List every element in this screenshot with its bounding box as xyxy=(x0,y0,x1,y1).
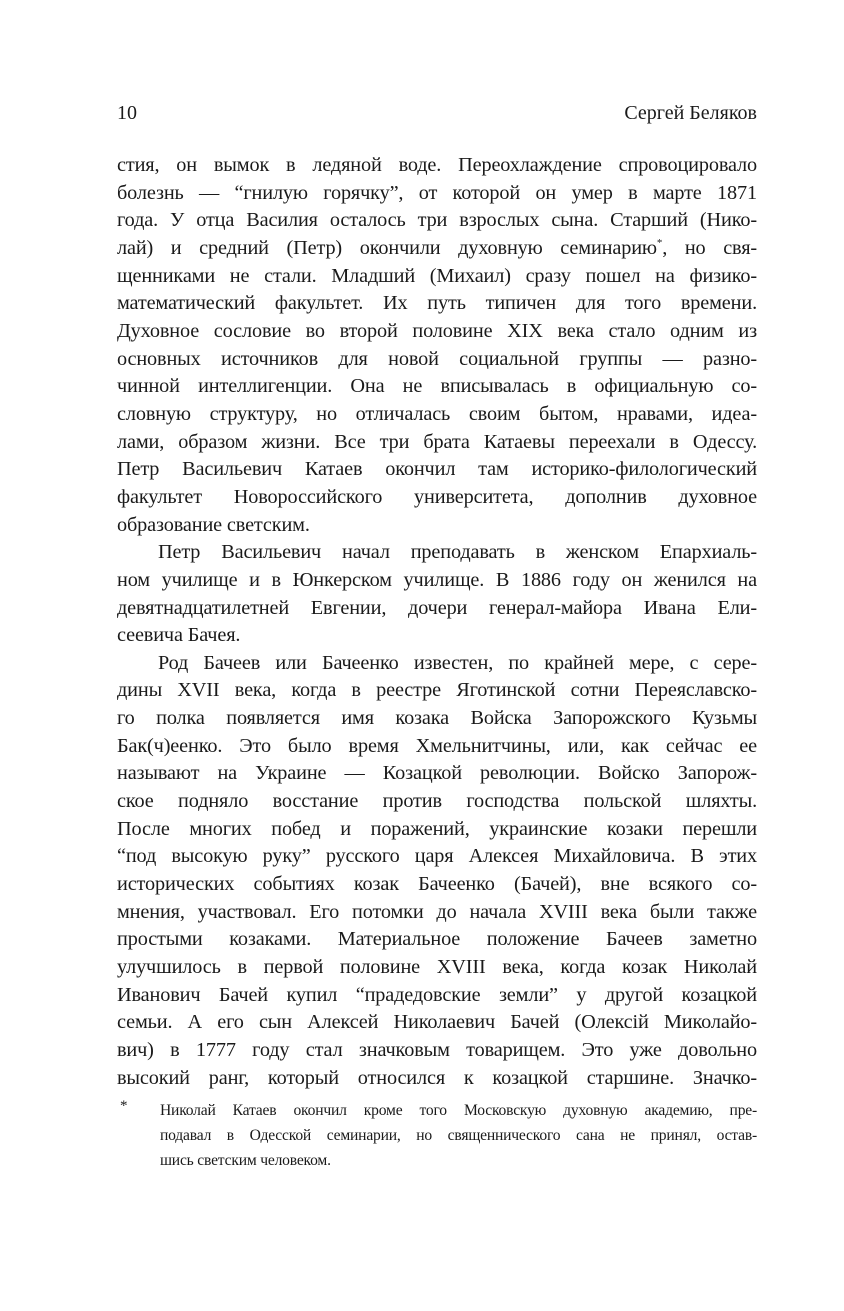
text-line: Иванович Бачей купил “прадедовские земли” у другой козацкой xyxy=(117,983,757,1006)
paragraph xyxy=(117,539,757,650)
text-line: “под высокую руку” русского царя Алексея Михайловича. В этих xyxy=(117,845,757,868)
text-line: лай) и средний (Петр) окончили духовную семинарию*, но свя- xyxy=(117,236,758,259)
text-line: года. У отца Василия осталось три взрослых сына. Старший (Нико- xyxy=(117,209,757,232)
paragraph xyxy=(117,152,757,539)
text-line: мнения, участвовал. Его потомки до начала XVIII века были также xyxy=(117,900,757,923)
text-line: Род Бачеев или Бачеенко известен, по крайней мере, с сере- xyxy=(158,651,757,674)
text-line: девятнадцатилетней Евгении, дочери генерал-майора Ивана Ели- xyxy=(117,596,757,619)
text-line: го полка появляется имя козака Войска Запорожского Кузьмы xyxy=(117,707,757,730)
text-line: называют на Украине — Козацкой революции. Войско Запорож- xyxy=(117,762,757,785)
text-line: математический факультет. Их путь типичен для того времени. xyxy=(117,292,757,315)
footnote-reference[interactable]: * xyxy=(656,237,663,250)
text-line: семьи. А его сын Алексей Николаевич Бачей (Олексій Миколайо- xyxy=(117,1011,757,1034)
running-title: Сергей Беляков xyxy=(624,102,757,124)
text-line: Петр Васильевич начал преподавать в женском Епархиаль- xyxy=(158,541,757,564)
text-line: чинной интеллигенции. Она не вписывалась в официальную со- xyxy=(117,375,757,398)
text-line: высокий ранг, который относился к козацкой старшине. Значко- xyxy=(117,1066,757,1089)
text-line: основных источников для новой социальной группы — разно- xyxy=(117,347,757,370)
text-line: улучшилось в первой половине XVIII века, когда козак Николай xyxy=(117,956,757,979)
text-line: ном училище и в Юнкерском училище. В 1886 году он женился на xyxy=(117,568,757,591)
text-line: дины XVII века, когда в реестре Яготинской сотни Переяславско- xyxy=(117,679,757,702)
text-line: После многих побед и поражений, украинские козаки перешли xyxy=(117,817,757,840)
text-line: щенниками не стали. Младший (Михаил) сразу пошел на физико- xyxy=(117,264,757,287)
text-line: Духовное сословие во второй половине XIX века стало одним из xyxy=(117,319,757,342)
text-line: ское подняло восстание против господства польской шляхты. xyxy=(117,790,757,813)
text-line: Бак(ч)еенко. Это было время Хмельнитчины, или, как сейчас ее xyxy=(117,734,757,757)
footnote-text xyxy=(160,1098,757,1173)
footnote-line: подавал в Одесской семинарии, но священнического сана не принял, остав- xyxy=(160,1127,757,1144)
text-line: простыми козаками. Материальное положение Бачеев заметно xyxy=(117,928,757,951)
footnote-line: шись светским человеком. xyxy=(160,1152,331,1169)
text-line: Петр Васильевич Катаев окончил там историко-филологический xyxy=(117,458,757,481)
text-line: вич) в 1777 году стал значковым товарищем. Это уже довольно xyxy=(117,1039,757,1061)
body-text xyxy=(117,152,757,1092)
paragraph xyxy=(117,650,757,1093)
text-line: исторических событиях козак Бачеенко (Бачей), вне всякого со- xyxy=(117,873,757,896)
text-line: образование светским. xyxy=(117,513,310,536)
text-line: сеевича Бачея. xyxy=(117,624,241,647)
text-line: лами, образом жизни. Все три брата Катаевы переехали в Одессу. xyxy=(117,430,757,453)
text-line: стия, он вымок в ледяной воде. Переохлаждение спровоцировало xyxy=(117,154,757,176)
text-line: факультет Новороссийского университета, дополнив духовное xyxy=(117,485,757,508)
text-line: болезнь — “гнилую горячку”, от которой он умер в марте 1871 xyxy=(117,181,757,204)
page-number: 10 xyxy=(117,102,137,124)
footnote-line: Николай Катаев окончил кроме того Московскую духовную академию, пре- xyxy=(160,1102,757,1119)
text-line: словную структуру, но отличалась своим бытом, нравами, идеа- xyxy=(117,402,757,425)
footnote-mark: * xyxy=(120,1098,128,1114)
